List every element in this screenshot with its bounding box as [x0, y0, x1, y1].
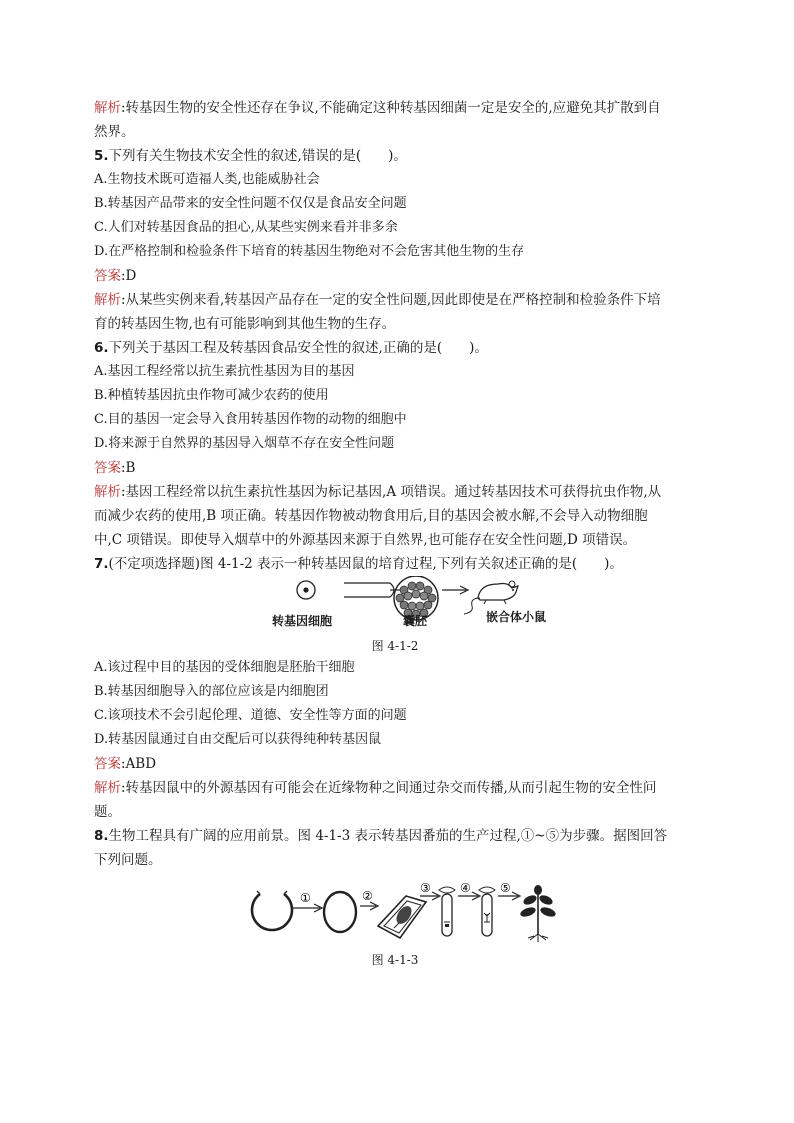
q7-number: 7. — [94, 556, 109, 572]
q6-option-c: C.目的基因一定会导入食用转基因作物的动物的细胞中 — [94, 412, 407, 427]
analysis-label: 解析 — [94, 292, 121, 308]
q6-answer: 答案:B — [94, 460, 136, 476]
q6-analysis-cont-2: 中,C 项错误。即使导入烟草中的外源基因来源于自然界,也可能存在安全性问题,D 项错误。 — [94, 532, 637, 548]
q8-number: 8. — [94, 828, 109, 844]
figure-caption-4-1-3: 图 4-1-3 — [371, 953, 419, 967]
culture-dish-icon — [378, 896, 426, 938]
q6-analysis-cont-1: 而减少农药的使用,B 项正确。转基因作物被动物食用后,目的基因会被水解,不会导入动物细胞 — [94, 508, 648, 524]
plasmid-closed-icon — [324, 892, 356, 932]
step-2-label: ② — [362, 889, 373, 903]
plasmid-open-icon — [252, 891, 292, 930]
q5-option-d: D.在严格控制和检验条件下培育的转基因生物绝对不会危害其他生物的生存 — [94, 244, 525, 259]
q5-analysis-cont: 育的转基因生物,也有可能影响到其他生物的生存。 — [94, 316, 396, 332]
q5-number: 5. — [94, 148, 109, 164]
q5-option-b: B.转基因产品带来的安全性问题不仅仅是食品安全问题 — [94, 196, 407, 211]
q6-option-d: D.将来源于自然界的基因导入烟草不存在安全性问题 — [94, 436, 395, 451]
q5-stem: 5.下列有关生物技术安全性的叙述,错误的是( )。 — [94, 148, 407, 164]
step-4-label: ④ — [460, 882, 471, 895]
q7-analysis: 解析:转基因鼠中的外源基因有可能会在近缘物种之间通过杂交而传播,从而引起生物的安全性问 — [94, 780, 657, 796]
answer-label: 答案 — [94, 756, 121, 772]
q6-number: 6. — [94, 340, 109, 356]
analysis-label: 解析 — [94, 100, 121, 116]
q5-option-a: A.生物技术既可造福人类,也能威胁社会 — [94, 172, 320, 187]
q5-option-c: C.人们对转基因食品的担心,从某些实例来看并非多余 — [94, 220, 398, 235]
q7-option-d: D.转基因鼠通过自由交配后可以获得纯种转基因鼠 — [94, 732, 382, 747]
transgenic-cell-icon — [297, 581, 315, 599]
q4-analysis: 解析:转基因生物的安全性还存在争议,不能确定这种转基因细菌一定是安全的,应避免其扩散到自 — [94, 100, 661, 116]
blastocyst-label: 囊胚 — [403, 614, 428, 628]
step-2-arrow — [360, 902, 378, 910]
q4-analysis-cont: 然界。 — [94, 124, 135, 140]
step-5-label: ⑤ — [500, 882, 511, 895]
transgenic-mouse-diagram — [94, 576, 696, 632]
figure-4-1-2 — [94, 576, 696, 632]
q7-answer: 答案:ABD — [94, 756, 157, 772]
transgenic-tomato-diagram — [94, 882, 696, 944]
answer-label: 答案 — [94, 268, 121, 284]
q6-option-b: B.种植转基因抗虫作物可减少农药的使用 — [94, 388, 329, 403]
q7-option-a: A.该过程中目的基因的受体细胞是胚胎干细胞 — [94, 660, 355, 675]
q8-stem: 8.生物工程具有广阔的应用前景。图 4-1-3 表示转基因番茄的生产过程,①~⑤为步骤。据图回答 — [94, 828, 668, 844]
analysis-label: 解析 — [94, 484, 121, 500]
step-1-arrow — [292, 904, 322, 912]
document-page — [94, 96, 696, 970]
pipette-icon — [344, 583, 400, 597]
step-3-label: ③ — [420, 882, 431, 895]
q7-analysis-cont: 题。 — [94, 804, 121, 820]
q5-answer: 答案:D — [94, 268, 137, 284]
q6-analysis: 解析:基因工程经常以抗生素抗性基因为标记基因,A 项错误。通过转基因技术可获得抗虫作物,从 — [94, 484, 662, 500]
transgenic-cell-label: 转基因细胞 — [272, 614, 333, 628]
q5-analysis: 解析:从某些实例来看,转基因产品存在一定的安全性问题,因此即使是在严格控制和检验条件下培 — [94, 292, 661, 308]
analysis-label: 解析 — [94, 780, 121, 796]
q7-option-b: B.转基因细胞导入的部位应该是内细胞团 — [94, 684, 329, 699]
q7-option-c: C.该项技术不会引起伦理、道德、安全性等方面的问题 — [94, 708, 407, 723]
figure-4-1-3 — [94, 882, 696, 944]
q7-stem: 7.(不定项选择题)图 4-1-2 表示一种转基因鼠的培育过程,下列有关叙述正确的是( )。 — [94, 556, 623, 572]
chimera-mouse-label: 嵌合体小鼠 — [486, 610, 547, 624]
answer-label: 答案 — [94, 460, 121, 476]
step-1-label: ① — [300, 891, 311, 905]
arrow-icon — [442, 586, 468, 594]
figure-caption-4-1-2: 图 4-1-2 — [371, 639, 419, 653]
q6-option-a: A.基因工程经常以抗生素抗性基因为目的基因 — [94, 364, 355, 379]
q6-stem: 6.下列关于基因工程及转基因食品安全性的叙述,正确的是( )。 — [94, 340, 488, 356]
test-tube-seedling-icon — [479, 887, 495, 936]
tomato-plant-icon — [519, 885, 557, 942]
test-tube-callus-icon — [439, 887, 455, 936]
q8-stem-cont: 下列问题。 — [94, 852, 162, 868]
